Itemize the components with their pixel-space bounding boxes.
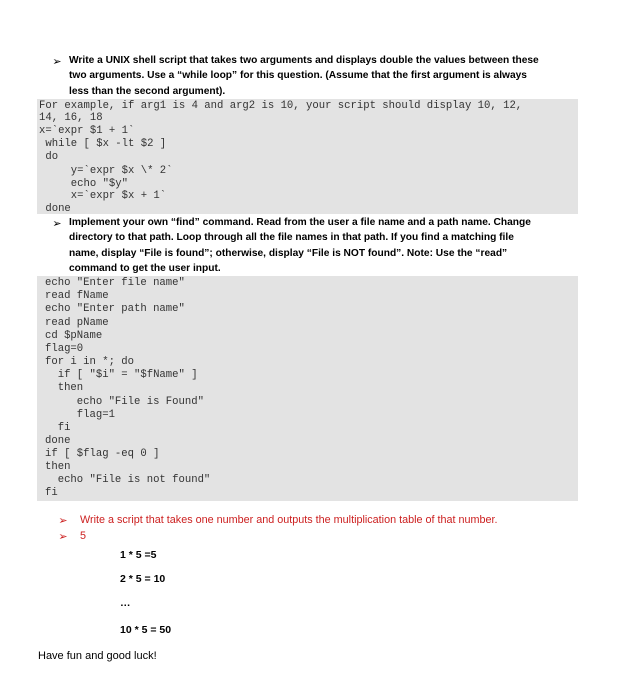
code-block-1 <box>37 99 578 214</box>
bullet-arrow-icon: ➢ <box>52 218 62 230</box>
code-line: read fName <box>45 290 109 302</box>
code-line: x=`expr $x + 1` <box>39 190 167 202</box>
code-line: flag=1 <box>45 409 115 421</box>
question-3-text: Write a script that takes one number and outputs the multiplication table of that number. <box>80 514 498 526</box>
question-2-text <box>69 215 589 277</box>
question-1-line: Write a UNIX shell script that takes two arguments and displays double the values between these <box>69 55 539 66</box>
bullet-arrow-icon: ➢ <box>58 531 68 543</box>
code-line: if [ $flag -eq 0 ] <box>45 448 160 460</box>
code-line: then <box>45 461 71 473</box>
bullet-arrow-icon: ➢ <box>52 56 62 68</box>
code-block-2 <box>37 276 578 501</box>
code-line: flag=0 <box>45 343 84 355</box>
table-row: 2 * 5 = 10 <box>120 573 166 585</box>
table-row: 10 * 5 = 50 <box>120 624 172 636</box>
code-line: x=`expr $1 + 1` <box>39 125 135 137</box>
question-2-line: Implement your own “find” command. Read from the user a file name and a path name. Change <box>69 217 531 228</box>
code-line: fi <box>45 487 58 499</box>
code-line: while [ $x -lt $2 ] <box>39 138 167 150</box>
question-1-line: less than the second argument). <box>69 85 226 97</box>
code-line: echo "$y" <box>39 178 129 190</box>
code-line: echo "File is Found" <box>45 396 204 408</box>
table-row: … <box>120 597 131 609</box>
question-1-text <box>69 53 589 99</box>
code-line: fi <box>45 422 71 434</box>
code-line: y=`expr $x \* 2` <box>39 165 173 177</box>
code-line: 14, 16, 18 <box>39 112 103 124</box>
example-number: 5 <box>80 530 87 542</box>
question-2-line: name, display “File is found”; otherwise, display “File is NOT found”. Note: Use the “read” <box>69 247 508 259</box>
code-line: do <box>39 151 59 163</box>
code-line: done <box>45 435 71 447</box>
code-line: done <box>39 203 71 215</box>
code-line: cd $pName <box>45 330 103 342</box>
code-line: then <box>45 382 84 394</box>
code-line: echo "File is not found" <box>45 474 211 486</box>
code-line: if [ "$i" = "$fName" ] <box>45 369 198 381</box>
code-line: For example, if arg1 is 4 and arg2 is 10, your script should display 10, 12, <box>39 100 523 112</box>
code-line: echo "Enter file name" <box>45 277 185 289</box>
code-line: echo "Enter path name" <box>45 303 185 315</box>
bullet-arrow-icon: ➢ <box>58 515 68 527</box>
question-1-line: two arguments. Use a “while loop” for this question. (Assume that the first argument is always <box>69 70 527 82</box>
question-2-line: command to get the user input. <box>69 263 221 275</box>
closing-text: Have fun and good luck! <box>38 650 157 662</box>
code-line: read pName <box>45 317 109 329</box>
code-line: for i in *; do <box>45 356 135 368</box>
table-row: 1 * 5 =5 <box>120 549 157 561</box>
question-2-line: directory to that path. Loop through all the file names in that path. If you find a matching file <box>69 232 514 244</box>
